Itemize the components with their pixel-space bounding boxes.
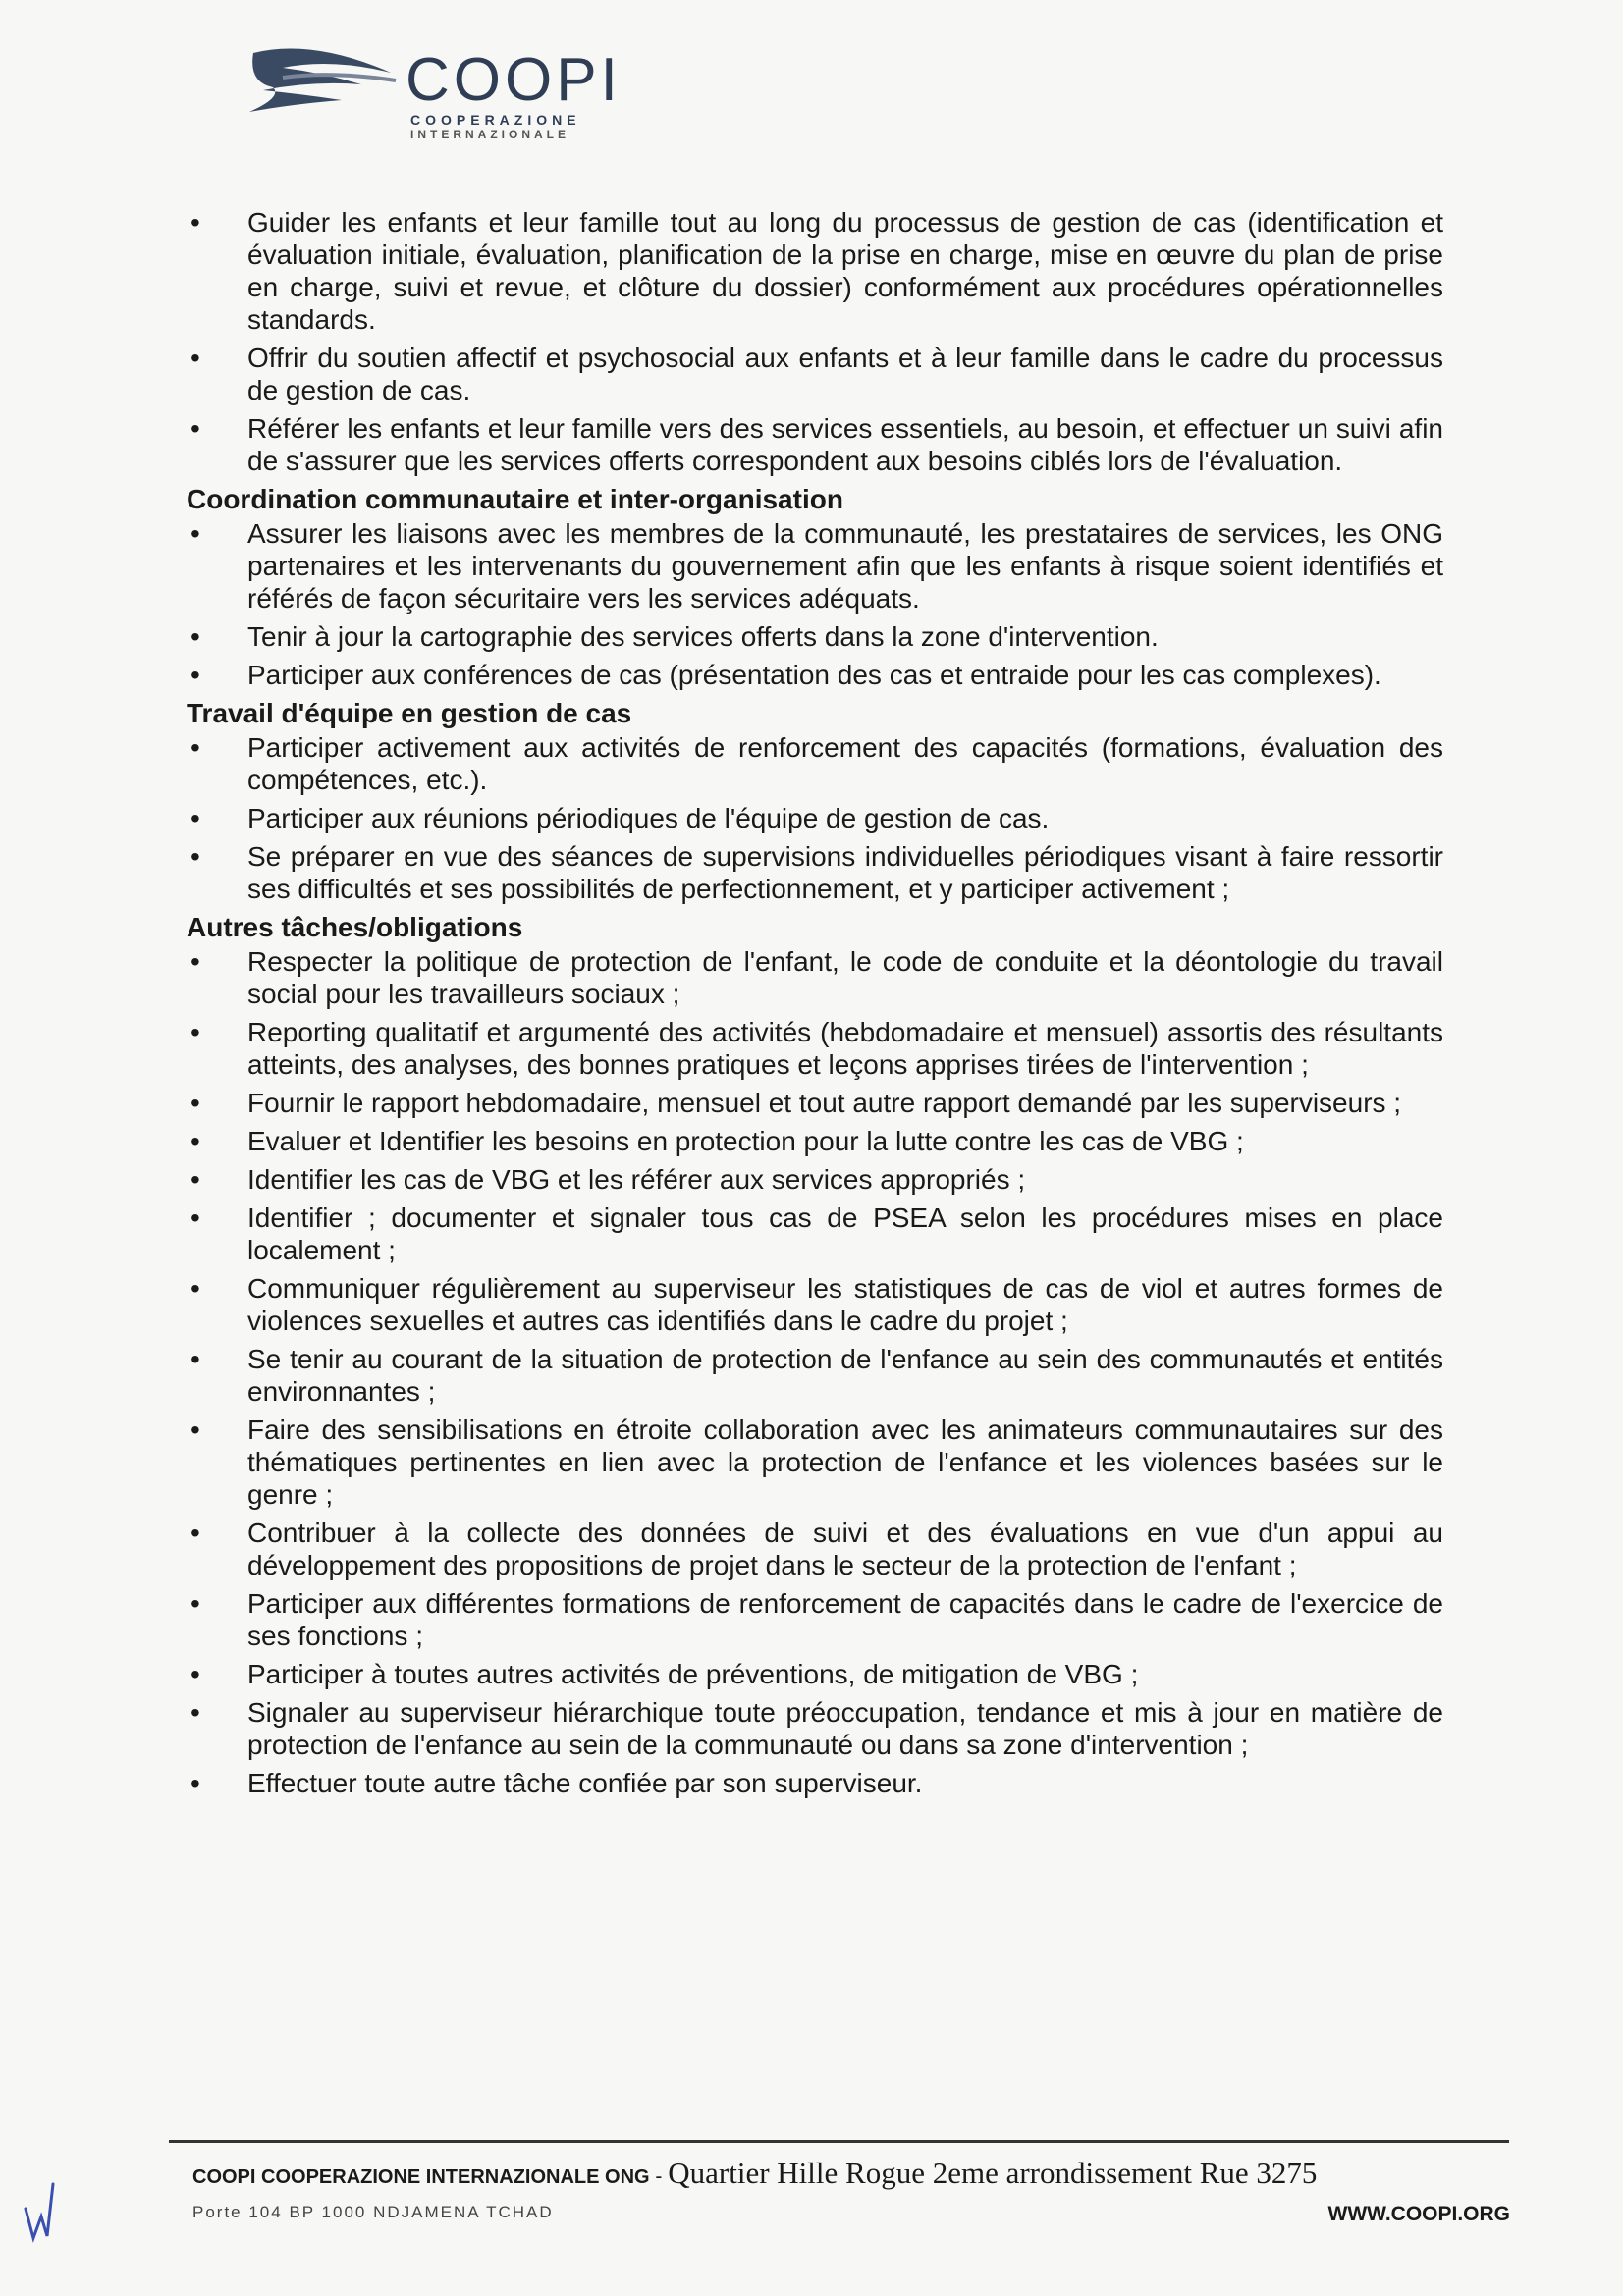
list-item: • Respecter la politique de protection de l'enfant, le code de conduite et la déontologie du travail social pour les travailleurs sociaux ; xyxy=(187,945,1443,1010)
logo-name: COOPI xyxy=(406,46,622,114)
list-item: • Participer activement aux activités de renforcement des capacités (formations, évaluation des compétences, etc.). xyxy=(187,731,1443,796)
list-item: • Signaler au superviseur hiérarchique toute préoccupation, tendance et mis à jour en matière de protection de l'enfance au sein de la communauté ou dans sa zone d'intervention ; xyxy=(187,1696,1443,1761)
list-item: • Identifier les cas de VBG et les référer aux services appropriés ; xyxy=(187,1163,1443,1196)
list-item: • Se préparer en vue des séances de supervisions individuelles périodiques visant à faire ressortir ses difficultés et ses possibilités de perfectionnement, et y participer activement ; xyxy=(187,840,1443,905)
footer-postal: Porte 104 BP 1000 NDJAMENA TCHAD xyxy=(192,2203,554,2221)
list-item: • Effectuer toute autre tâche confiée par son superviseur. xyxy=(187,1767,1443,1799)
list-item: • Participer aux conférences de cas (présentation des cas et entraide pour les cas complexes). xyxy=(187,659,1443,691)
list-item: • Reporting qualitatif et argumenté des activités (hebdomadaire et mensuel) assortis des résultants atteints, des analyses, des bonnes pratiques et leçons apprises tirées de l'intervention ; xyxy=(187,1016,1443,1081)
signature-mark-icon xyxy=(18,2179,67,2258)
footer-address-line2 xyxy=(192,2203,1510,2225)
list-item: • Communiquer régulièrement au superviseur les statistiques de cas de viol et autres formes de violences sexuelles et autres cas identifiés dans le cadre du projet ; xyxy=(187,1272,1443,1337)
list-item: • Evaluer et Identifier les besoins en protection pour la lutte contre les cas de VBG ; xyxy=(187,1125,1443,1157)
list-item: • Tenir à jour la cartographie des services offerts dans la zone d'intervention. xyxy=(187,620,1443,653)
section-coordination xyxy=(187,483,1443,691)
list-item: • Participer aux différentes formations de renforcement de capacités dans le cadre de l'exercice de ses fonctions ; xyxy=(187,1587,1443,1652)
bullet-list xyxy=(187,945,1443,1799)
section-title: Travail d'équipe en gestion de cas xyxy=(187,698,632,728)
footer-website: WWW.COOPI.ORG xyxy=(1327,2203,1510,2225)
footer-separator: - xyxy=(649,2165,669,2188)
list-item: • Contribuer à la collecte des données de suivi et des évaluations en vue d'un appui au développement des propositions de projet dans le secteur de la protection de l'enfant ; xyxy=(187,1517,1443,1581)
section-title: Coordination communautaire et inter-organisation xyxy=(187,484,843,514)
list-item: • Participer à toutes autres activités de préventions, de mitigation de VBG ; xyxy=(187,1658,1443,1690)
bullet-list xyxy=(187,731,1443,905)
coopi-logo xyxy=(243,43,676,141)
intro-bullet-list xyxy=(187,206,1443,477)
footer-address: Quartier Hille Rogue 2eme arrondissement Rue 3275 xyxy=(668,2156,1318,2190)
list-item: • Identifier ; documenter et signaler tous cas de PSEA selon les procédures mises en place localement ; xyxy=(187,1201,1443,1266)
list-item: • Offrir du soutien affectif et psychosocial aux enfants et à leur famille dans le cadre du processus de gestion de cas. xyxy=(187,342,1443,406)
list-item: • Faire des sensibilisations en étroite collaboration avec les animateurs communautaires sur des thématiques pertinentes en lien avec la protection de l'enfance et les violences basées sur le genre ; xyxy=(187,1414,1443,1511)
list-item: • Se tenir au courant de la situation de protection de l'enfance au sein des communautés et entités environnantes ; xyxy=(187,1343,1443,1408)
logo-line1: COOPERAZIONE xyxy=(410,112,581,128)
section-autres-taches xyxy=(187,911,1443,1799)
list-item: • Participer aux réunions périodiques de l'équipe de gestion de cas. xyxy=(187,802,1443,834)
list-item: • Guider les enfants et leur famille tout au long du processus de gestion de cas (identification et évaluation initiale, évaluation, planification de la prise en charge, mise en œuvre du plan de prise en charge, suivi et revue, et clôture du dossier) conformément aux procédures opérationnelles standards. xyxy=(187,206,1443,336)
footer-divider xyxy=(169,2140,1509,2143)
footer xyxy=(192,2156,1510,2191)
list-item: • Assurer les liaisons avec les membres de la communauté, les prestataires de services, les ONG partenaires et les intervenants du gouvernement afin que les enfants à risque soient identifiés et référés de façon sécuritaire vers les services adéquats. xyxy=(187,517,1443,614)
document-body xyxy=(187,206,1443,1805)
logo-line2: INTERNAZIONALE xyxy=(410,128,569,141)
bullet-list xyxy=(187,517,1443,691)
list-item: • Référer les enfants et leur famille vers des services essentiels, au besoin, et effectuer un suivi afin de s'assurer que les services offerts correspondent aux besoins ciblés lors de l'évaluation. xyxy=(187,412,1443,477)
list-item: • Fournir le rapport hebdomadaire, mensuel et tout autre rapport demandé par les superviseurs ; xyxy=(187,1087,1443,1119)
section-travail-equipe xyxy=(187,697,1443,905)
logo-swoosh-icon xyxy=(243,43,410,122)
section-title: Autres tâches/obligations xyxy=(187,912,523,942)
footer-org-name: COOPI COOPERAZIONE INTERNAZIONALE ONG xyxy=(192,2166,650,2188)
